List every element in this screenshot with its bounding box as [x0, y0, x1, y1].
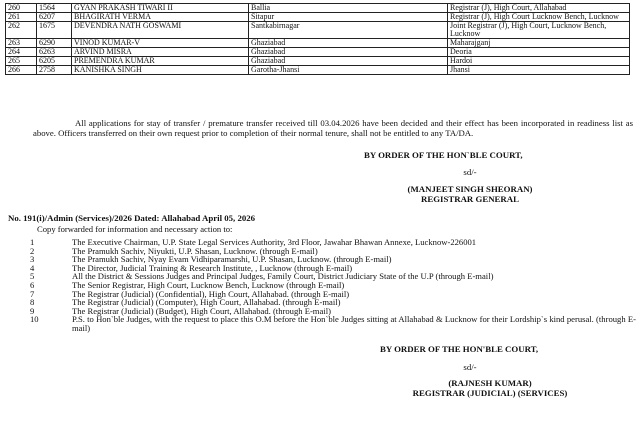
- cell-name: DEVENDRA NATH GOSWAMI: [72, 22, 249, 39]
- item-text: The Senior Registrar, High Court, Lucknow Bench, Lucknow (through E-mail): [72, 279, 345, 290]
- order-line-2: BY ORDER OF THE HON'BLE COURT,: [380, 344, 539, 354]
- item-text: The Executive Chairman, U.P. State Legal Services Authority, 3rd Floor, Jawahar Bhawan Annexe, Lucknow-226001: [72, 237, 477, 247]
- cell-sno: 263: [6, 39, 37, 48]
- item-number: 10: [30, 314, 39, 325]
- item-text: All the District & Sessions Judges and Principal Judges, Family Court, District Judiciary State of the U.P (through E-mail): [72, 271, 494, 282]
- cell-from: Sitapur: [249, 13, 448, 22]
- item-text: The Pramukh Sachiv, Niyukti, U.P. Shasan, Lucknow. (through E-mail): [72, 245, 318, 256]
- item-number: 5: [30, 271, 35, 282]
- cell-from: Ballia: [249, 4, 448, 13]
- item-number: 8: [30, 297, 35, 308]
- order-line: BY ORDER OF THE HON`BLE COURT,: [364, 150, 523, 160]
- cell-from: Ghaziabad: [249, 48, 448, 57]
- item-number: 7: [30, 288, 35, 299]
- cell-name: PREMENDRA KUMAR: [72, 57, 249, 66]
- cell-from: Ghaziabad: [249, 57, 448, 66]
- cell-to: Maharajganj: [448, 39, 630, 48]
- signatory-title-2: REGISTRAR (JUDICIAL) (SERVICES): [412, 388, 568, 398]
- cell-from: Ghaziabad: [249, 39, 448, 48]
- cell-to: Jhansi: [448, 66, 630, 75]
- signature-sd-2: sd/-: [463, 362, 477, 372]
- item-text: The Pramukh Sachiv, Nyay Evam Vidhiparamarshi, U.P. Shasan, Lucknow. (through E-mail): [72, 254, 392, 265]
- item-text: The Registrar (Judicial) (Computer), High Court, Allahabad. (through E-mail): [72, 297, 341, 308]
- item-text: The Registrar (Judicial) (Budget), High Court, Allahabad. (through E-mail): [72, 305, 331, 316]
- item-number: 3: [30, 254, 35, 265]
- cell-to: Hardoi: [448, 57, 630, 66]
- item-text: The Director, Judicial Training & Research Institute, , Lucknow (through E-mail): [72, 262, 353, 273]
- cell-to: Joint Registrar (J), High Court, Lucknow Bench, Lucknow: [448, 22, 630, 39]
- cell-name: ARVIND MISRA: [72, 48, 249, 57]
- item-number: 9: [30, 305, 35, 316]
- reference-line: No. 191(i)/Admin (Services)/2026 Dated: Allahabad April 05, 2026: [8, 213, 256, 223]
- cell-sno: 260: [6, 4, 37, 13]
- signatory-title: REGISTRAR GENERAL: [420, 194, 519, 204]
- table-row: [6, 22, 630, 39]
- cell-to: Deoria: [448, 48, 630, 57]
- cell-sno: 261: [6, 13, 37, 22]
- cell-id: 6263: [37, 48, 72, 57]
- cell-id: 6290: [37, 39, 72, 48]
- cell-name: VINOD KUMAR-V: [72, 39, 249, 48]
- cell-sno: 266: [6, 66, 37, 75]
- cell-name: GYAN PRAKASH TIWARI II: [72, 4, 249, 13]
- transfer-table: [5, 3, 630, 75]
- cell-id: 6205: [37, 57, 72, 66]
- item-text: P.S. to Hon`ble Judges, with the request to place this O.M before the Hon`ble Judges sitting at Allahabad & Lucknow for their Lordship`s kind perusal. (through E-mail): [72, 314, 636, 333]
- recipient-list: [30, 238, 636, 333]
- cell-to: Registrar (J), High Court Lucknow Bench, Lucknow: [448, 13, 630, 22]
- cell-id: 6207: [37, 13, 72, 22]
- cell-to: Registrar (J), High Court, Allahabad: [448, 4, 630, 13]
- cell-id: 1564: [37, 4, 72, 13]
- copy-forwarded-line: Copy forwarded for information and necessary action to:: [37, 224, 233, 234]
- signatory-name-2: (RAJNESH KUMAR): [448, 378, 532, 388]
- cell-from: Santkabirnagar: [249, 22, 448, 39]
- cell-name: BHAGIRATH VERMA: [72, 13, 249, 22]
- cell-sno: 264: [6, 48, 37, 57]
- cell-sno: 265: [6, 57, 37, 66]
- item-text: The Registrar (Judicial) (Confidential), High Court, Allahabad. (through E-mail): [72, 288, 350, 299]
- cell-id: 1675: [37, 22, 72, 39]
- item-number: 6: [30, 279, 35, 290]
- signature-sd: sd/-: [463, 167, 477, 177]
- item-number: 4: [30, 262, 35, 273]
- table-row: [6, 66, 630, 75]
- notice-paragraph: All applications for stay of transfer / premature transfer received till 03.04.2026 have been decided and their effect has been incorporated in readiness list as above. Officers transferred on their own request prior to completion of their normal tenure, shall not be entitled to any TA/DA.: [33, 118, 633, 138]
- item-number: 2: [30, 245, 35, 256]
- cell-sno: 262: [6, 22, 37, 39]
- list-item: [30, 315, 636, 332]
- item-number: 1: [30, 237, 35, 247]
- cell-id: 2758: [37, 66, 72, 75]
- cell-from: Garotha-Jhansi: [249, 66, 448, 75]
- cell-name: KANISHKA SINGH: [72, 66, 249, 75]
- signatory-name: (MANJEET SINGH SHEORAN): [407, 184, 533, 194]
